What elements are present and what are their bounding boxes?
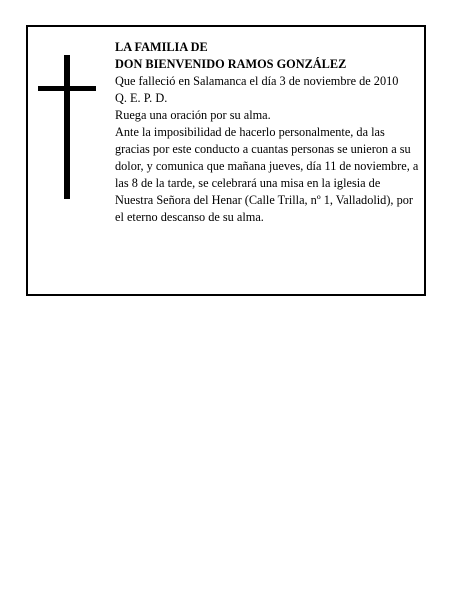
cross-icon <box>38 55 98 199</box>
cross-vertical-bar <box>64 55 70 199</box>
death-details: Que falleció en Salamanca el día 3 de noviembre de 2010 <box>115 74 399 88</box>
notice-body: Ante la imposibilidad de hacerlo personalmente, da las gracias por este conducto a cuantas personas se unieron a su dolor, y comunica que mañana jueves, día 11 de noviembre, a las 8 de la tarde, se celebrará una misa en la iglesia de Nuestra Señora del Henar (Calle Trilla, nº 1, Valladolid), por el eterno descanso de su alma. <box>115 125 419 224</box>
family-heading: LA FAMILIA DE <box>115 40 208 54</box>
cross-horizontal-bar <box>38 86 96 91</box>
prayer-request: Ruega una oración por su alma. <box>115 108 271 122</box>
qepd: Q. E. P. D. <box>115 91 168 105</box>
deceased-name: DON BIENVENIDO RAMOS GONZÁLEZ <box>115 57 347 71</box>
notice-text <box>115 39 420 226</box>
obituary-notice <box>26 25 426 296</box>
